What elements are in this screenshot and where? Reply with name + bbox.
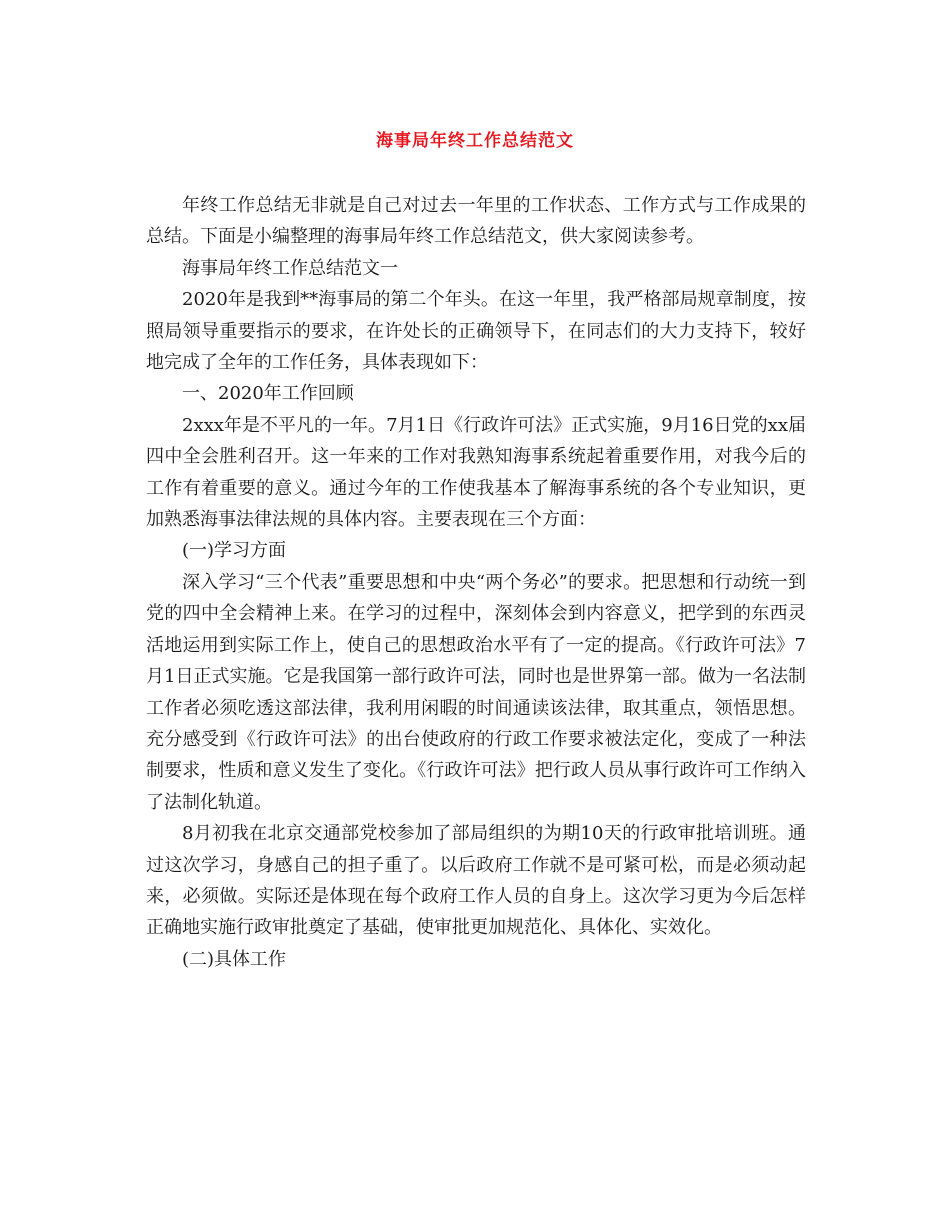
document-title: 海事局年终工作总结范文 bbox=[376, 131, 574, 151]
paragraph-training: 8月初我在北京交通部党校参加了部局组织的为期10天的行政审批培训班。通过这次学习，身感自己的担子重了。以后政府工作就不是可紧可松，而是必须动起来，必须做。实际还是体现在每个政府工作人员的自身上。这次学习更为今后怎样正确地实施行政审批奠定了基础，使审批更加规范化、具体化、实效化。 bbox=[146, 823, 806, 939]
paragraph-heading-review: 一、2020年工作回顾 bbox=[182, 383, 354, 405]
paragraph-study: 深入学习“三个代表”重要思想和中央“两个务必”的要求。把思想和行动统一到党的四中全会精神上来。在学习的过程中，深刻体会到内容意义，把学到的东西灵活地运用到实际工作上，使自己的思想政治水平有了一定的提高。《行政许可法》7月1日正式实施。它是我国第一部行政许可法，同时也是世界第一部。做为一名法制工作者必须吃透这部法律，我利用闲暇的时间通读该法律，取其重点，领悟思想。充分感受到《行政许可法》的出台使政府的行政工作要求被法定化，变成了一种法制要求，性质和意义发生了变化。《行政许可法》把行政人员从事行政许可工作纳入了法制化轨道。 bbox=[146, 571, 806, 813]
paragraph-overview: 2020年是我到**海事局的第二个年头。在这一年里，我严格部局规章制度，按照局领导重要指示的要求，在许处长的正确领导下，在同志们的大力支持下，较好地完成了全年的工作任务，具体表现如下： bbox=[146, 289, 806, 374]
paragraph-heading-study: (一)学习方面 bbox=[182, 540, 287, 562]
paragraph-intro: 年终工作总结无非就是自己对过去一年里的工作状态、工作方式与工作成果的总结。下面是小编整理的海事局年终工作总结范文，供大家阅读参考。 bbox=[146, 195, 806, 248]
document-body bbox=[146, 190, 806, 975]
paragraph-heading-work: (二)具体工作 bbox=[182, 948, 287, 970]
paragraph-review: 2xxx年是不平凡的一年。7月1日《行政许可法》正式实施，9月16日党的xx届四中全会胜利召开。这一年来的工作对我熟知海事系统起着重要作用，对我今后的工作有着重要的意义。通过今年的工作使我基本了解海事系统的各个专业知识，更加熟悉海事法律法规的具体内容。主要表现在三个方面： bbox=[146, 414, 806, 531]
paragraph-section-heading: 海事局年终工作总结范文一 bbox=[182, 257, 398, 279]
